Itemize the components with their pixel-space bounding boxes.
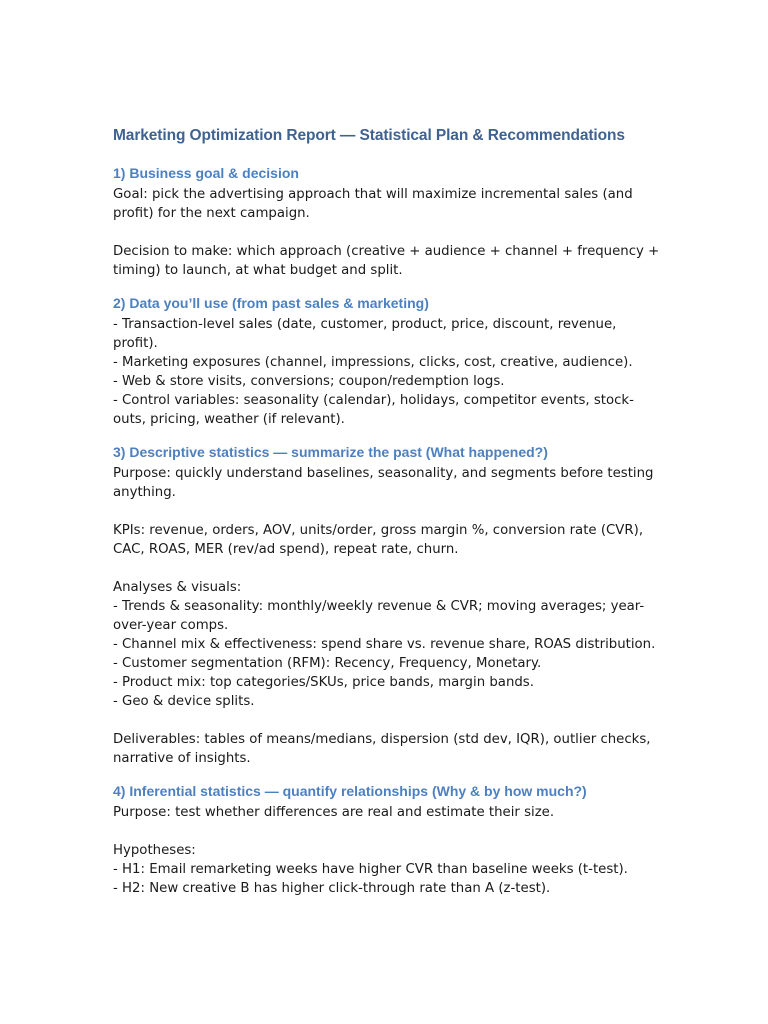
blank-line — [113, 559, 661, 578]
purpose-paragraph: Purpose: quickly understand baselines, seasonality, and segments before testing anything. — [113, 466, 658, 500]
list-item: - Product mix: top categories/SKUs, price bands, margin bands. — [113, 675, 534, 690]
analyses-list — [113, 597, 661, 711]
section-heading: 1) Business goal & decision — [113, 165, 299, 181]
document-page — [113, 126, 664, 912]
section-heading: 4) Inferential statistics — quantify relationships (Why & by how much?) — [113, 783, 587, 799]
analyses-label: Analyses & visuals: — [113, 580, 242, 595]
purpose-paragraph: Purpose: test whether differences are real and estimate their size. — [113, 805, 555, 820]
decision-paragraph: Decision to make: which approach (creative + audience + channel + frequency + timing) to launch, at what budget and split. — [113, 244, 664, 278]
data-sources-list — [113, 315, 661, 429]
list-item: - Transaction-level sales (date, customer, product, price, discount, revenue, profit). — [113, 317, 617, 351]
blank-line — [113, 822, 661, 841]
deliverables-paragraph: Deliverables: tables of means/medians, dispersion (std dev, IQR), outlier checks, narrative of insights. — [113, 732, 655, 766]
goal-paragraph: Goal: pick the advertising approach that will maximize incremental sales (and profit) for the next campaign. — [113, 187, 637, 221]
list-item: - Customer segmentation (RFM): Recency, Frequency, Monetary. — [113, 656, 542, 671]
page-title: Marketing Optimization Report — Statistical Plan & Recommendations — [113, 127, 625, 144]
list-item: - Trends & seasonality: monthly/weekly revenue & CVR; moving averages; year-over-year comps. — [113, 599, 645, 633]
section-descriptive-statistics — [113, 443, 661, 768]
section-inferential-statistics — [113, 782, 661, 898]
list-item: - H1: Email remarketing weeks have higher CVR than baseline weeks (t-test). — [113, 862, 628, 877]
hypotheses-label: Hypotheses: — [113, 843, 196, 858]
list-item: - Geo & device splits. — [113, 694, 255, 709]
hypotheses-list — [113, 860, 661, 898]
list-item: - Channel mix & effectiveness: spend share vs. revenue share, ROAS distribution. — [113, 637, 656, 652]
list-item: - Control variables: seasonality (calendar), holidays, competitor events, stock-outs, pricing, weather (if relevant). — [113, 393, 634, 427]
list-item: - Marketing exposures (channel, impressions, clicks, cost, creative, audience). — [113, 355, 633, 370]
section-heading: 2) Data you’ll use (from past sales & marketing) — [113, 295, 429, 311]
section-heading: 3) Descriptive statistics — summarize the past (What happened?) — [113, 444, 548, 460]
section-data-sources — [113, 294, 661, 429]
section-business-goal — [113, 164, 664, 280]
blank-line — [113, 223, 661, 242]
blank-line — [113, 502, 661, 521]
blank-line — [113, 711, 661, 730]
list-item: - H2: New creative B has higher click-through rate than A (z-test). — [113, 881, 551, 896]
kpis-paragraph: KPIs: revenue, orders, AOV, units/order, gross margin %, conversion rate (CVR), CAC, ROAS, MER (rev/ad spend), repeat rate, churn. — [113, 523, 648, 557]
list-item: - Web & store visits, conversions; coupon/redemption logs. — [113, 374, 505, 389]
